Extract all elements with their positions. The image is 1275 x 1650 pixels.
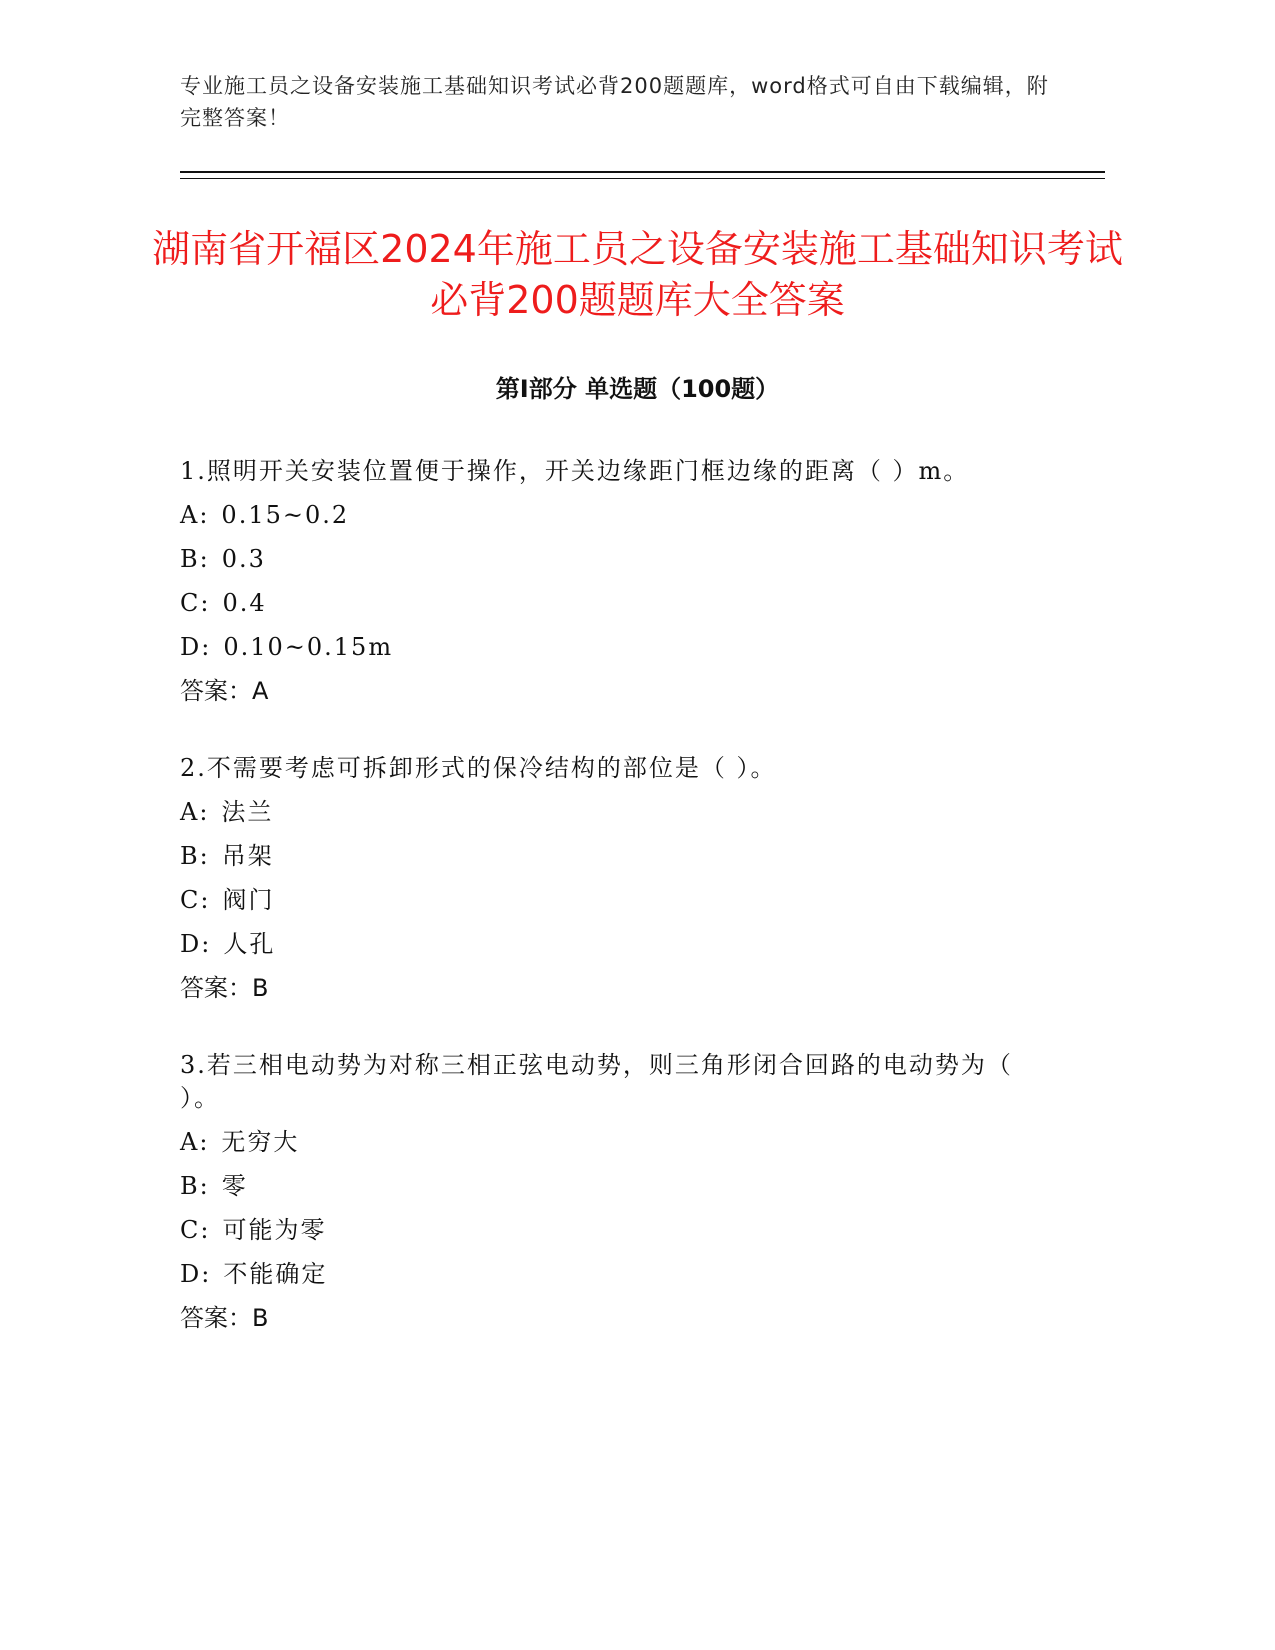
question-stem: 1.照明开关安装位置便于操作，开关边缘距门框边缘的距离（ ）m。: [180, 457, 970, 485]
answer: 答案：B: [180, 1304, 269, 1332]
document-title: 湖南省开福区2024年施工员之设备安装施工基础知识考试必背200题题库大全答案: [152, 227, 1123, 322]
option-text: 0.10~0.15m: [223, 633, 394, 661]
option-text: 吊架: [221, 842, 274, 870]
option-letter: A:: [180, 1128, 210, 1156]
question-list: [180, 455, 1040, 1379]
option-d: [180, 928, 1040, 961]
question-stem: 2.不需要考虑可拆卸形式的保冷结构的部位是（ ）。: [180, 754, 777, 782]
header-note: 专业施工员之设备安装施工基础知识考试必背200题题库，word格式可自由下载编辑，附完整答案！: [180, 74, 1049, 130]
option-text: 0.15~0.2: [221, 501, 350, 529]
option-text: 阀门: [222, 886, 275, 914]
option-d: [180, 631, 1040, 664]
section-title: 第Ⅰ部分 单选题（100题）: [495, 375, 780, 403]
answer: 答案：A: [180, 677, 269, 705]
option-c: [180, 884, 1040, 917]
option-a: [180, 796, 1040, 829]
header-divider-thin: [180, 178, 1105, 179]
option-letter: C:: [180, 886, 211, 914]
option-text: 人孔: [223, 930, 276, 958]
question-2: [180, 752, 1040, 1005]
option-text: 可能为零: [222, 1216, 327, 1244]
option-c: [180, 587, 1040, 620]
option-b: [180, 840, 1040, 873]
question-3: [180, 1049, 1040, 1335]
option-letter: D:: [180, 633, 212, 661]
option-a: [180, 499, 1040, 532]
option-text: 无穷大: [221, 1128, 300, 1156]
option-letter: C:: [180, 589, 211, 617]
option-text: 0.3: [221, 545, 266, 573]
option-d: [180, 1258, 1040, 1291]
option-a: [180, 1126, 1040, 1159]
option-letter: A:: [180, 798, 210, 826]
option-letter: D:: [180, 930, 212, 958]
option-text: 法兰: [221, 798, 274, 826]
option-b: [180, 543, 1040, 576]
header-divider-thick: [180, 171, 1105, 173]
option-letter: C:: [180, 1216, 211, 1244]
answer: 答案：B: [180, 974, 269, 1002]
option-b: [180, 1170, 1040, 1203]
option-letter: B:: [180, 1172, 210, 1200]
option-text: 不能确定: [223, 1260, 328, 1288]
option-letter: D:: [180, 1260, 212, 1288]
option-letter: A:: [180, 501, 210, 529]
question-1: [180, 455, 1040, 708]
option-letter: B:: [180, 545, 210, 573]
question-stem: 3.若三相电动势为对称三相正弦电动势，则三角形闭合回路的电动势为（ ）。: [180, 1051, 1013, 1112]
option-letter: B:: [180, 842, 210, 870]
option-text: 0.4: [222, 589, 267, 617]
option-text: 零: [221, 1172, 248, 1200]
option-c: [180, 1214, 1040, 1247]
